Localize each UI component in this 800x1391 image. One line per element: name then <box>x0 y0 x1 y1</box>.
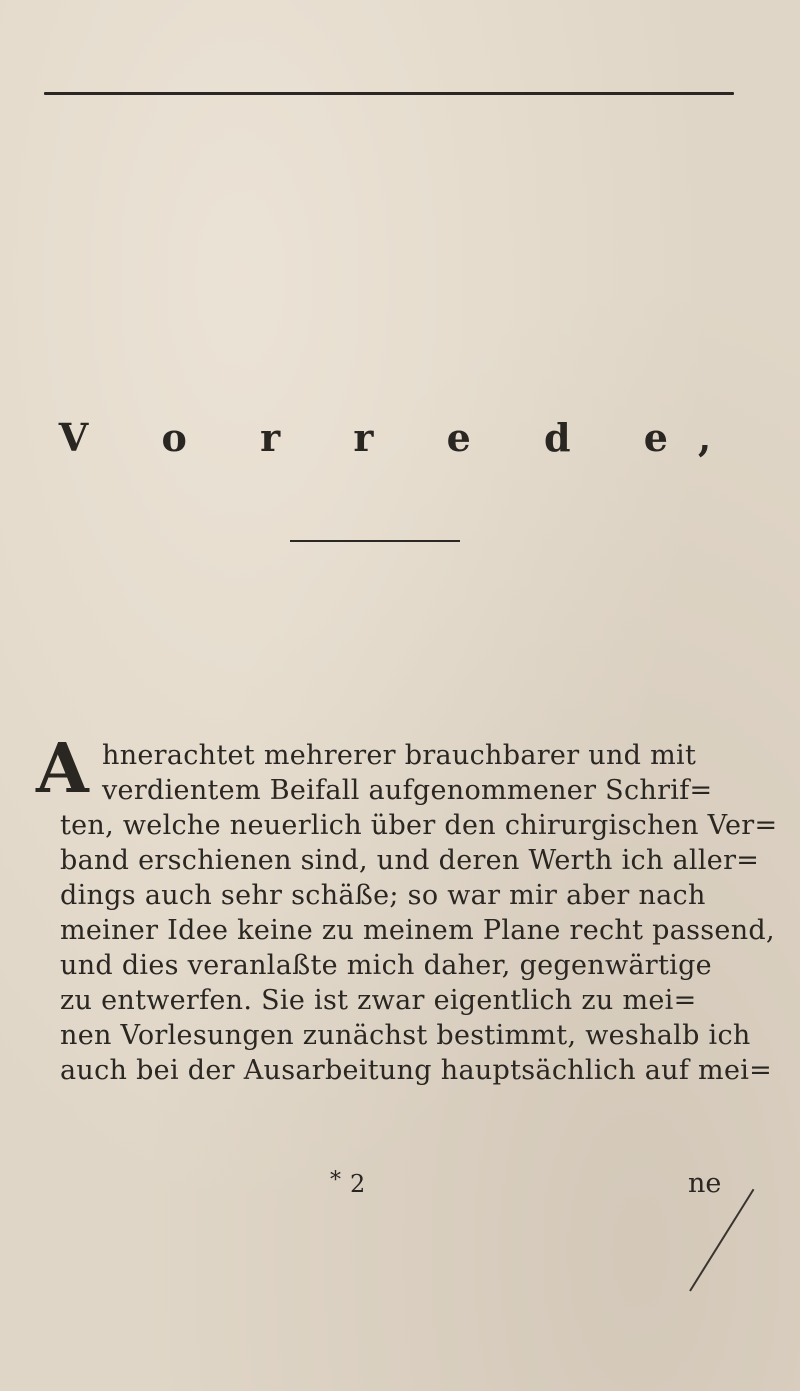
text-line: meiner Idee keine zu meinem Plane recht passend, <box>60 915 775 946</box>
text-line: auch bei der Ausarbeitung hauptsächlich auf mei= <box>60 1055 773 1086</box>
title-rule <box>290 540 460 542</box>
text-line: zu entwerfen. Sie ist zwar eigentlich zu mei= <box>60 985 697 1016</box>
signature-mark: * <box>330 1168 341 1193</box>
signature-number: 2 <box>350 1170 366 1198</box>
text-line: verdientem Beifall aufgenommener Schrif= <box>102 775 713 806</box>
top-rule <box>44 92 734 95</box>
page-footer <box>60 1168 760 1204</box>
text-line: nen Vorlesungen zunächst bestimmt, weshalb ich <box>60 1020 751 1051</box>
page-title: V o r r e d e, <box>58 415 742 460</box>
drop-initial: A <box>36 729 89 809</box>
catchword: ne <box>688 1168 722 1199</box>
margin-stroke <box>689 1189 754 1292</box>
text-line: dings auch sehr schäße; so war mir aber nach <box>60 880 706 911</box>
text-line: ten, welche neuerlich über den chirurgischen Ver= <box>60 810 778 841</box>
text-line: hnerachtet mehrerer brauchbarer und mit <box>102 740 697 771</box>
text-line: und dies veranlaßte mich daher, gegenwärtige <box>60 950 712 981</box>
text-line: band erschienen sind, und deren Werth ich aller= <box>60 845 760 876</box>
